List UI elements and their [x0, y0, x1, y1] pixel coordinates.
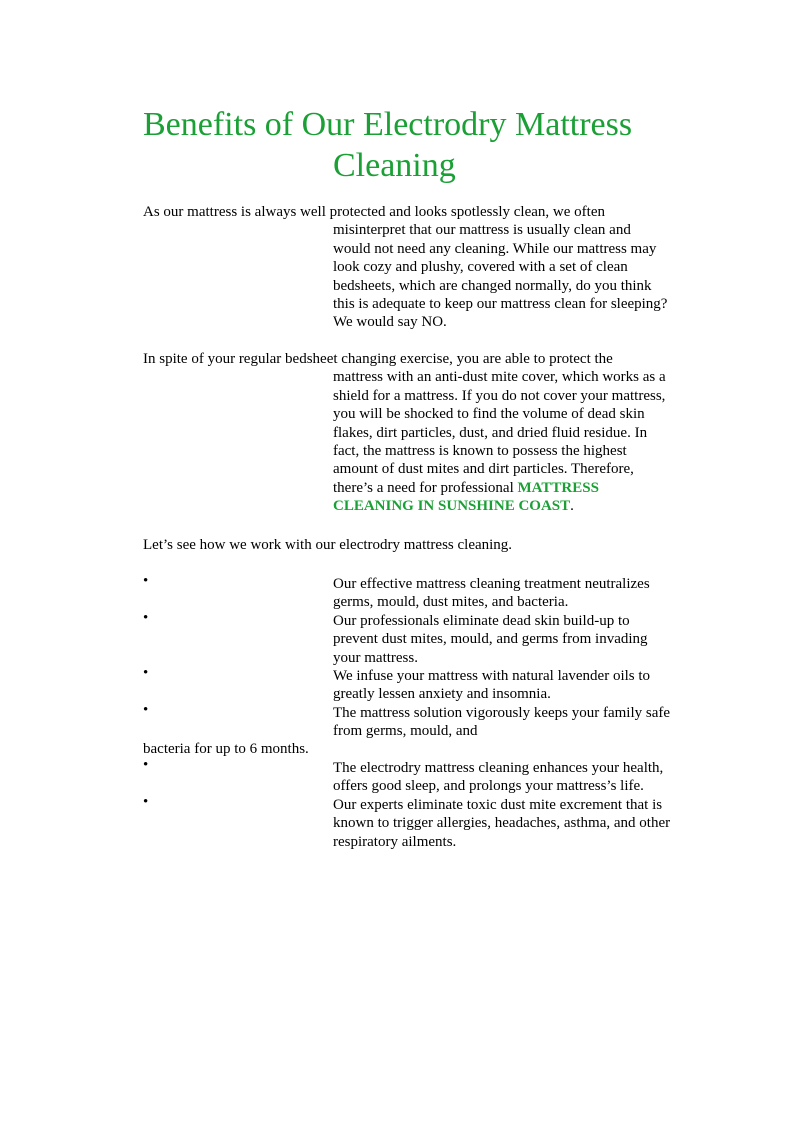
paragraph-line: bedsheets, which are changed normally, do you think: [333, 277, 652, 294]
paragraph-first-line: As our mattress is always well protected and looks spotlessly clean, we often: [143, 204, 605, 220]
paragraph-body: [143, 368, 698, 515]
paragraph-line: look cozy and plushy, covered with a set of clean: [333, 259, 628, 276]
paragraph-line: you will be shocked to find the volume of dead skin: [333, 406, 645, 423]
list-item-line: Our professionals eliminate dead skin build-up to: [333, 613, 630, 629]
paragraph-body: [143, 221, 698, 331]
paragraph-line: shield for a mattress. If you do not cover your mattress,: [333, 387, 666, 404]
paragraph-line-highlight: [333, 479, 698, 497]
bullet-icon: •: [143, 610, 149, 626]
highlight-link-part-1[interactable]: MATTRESS: [517, 479, 599, 496]
paragraph-first-line: In spite of your regular bedsheet changing exercise, you are able to protect the: [143, 351, 613, 367]
page-title: [143, 104, 663, 186]
list-item-line: Our effective mattress cleaning treatment neutralizes: [333, 576, 650, 592]
list-intro: Let’s see how we work with our electrodry mattress cleaning.: [143, 537, 513, 553]
list-item-text: [333, 612, 703, 667]
paragraph-line: flakes, dirt particles, dust, and dried fluid residue. In: [333, 424, 648, 441]
paragraph-line: misinterpret that our mattress is usually clean and: [333, 222, 631, 239]
bullet-icon: •: [143, 665, 149, 681]
list-item-line: Our experts eliminate toxic dust mite excrement that is: [333, 797, 663, 813]
list-item-line: We infuse your mattress with natural lavender oils to: [333, 668, 651, 684]
paragraph-line: this is adequate to keep our mattress clean for sleeping?: [333, 296, 668, 313]
pre-highlight-text: there’s a need for professional: [333, 479, 518, 496]
paragraph-line: amount of dust mites and dirt particles. Therefore,: [333, 461, 634, 478]
paragraph-line-highlight: [333, 497, 698, 515]
paragraph-protection: [143, 203, 698, 332]
bullet-icon: •: [143, 702, 149, 718]
title-line-1: Benefits of Our Electrodry Mattress: [143, 106, 633, 143]
list-item-line: your mattress.: [333, 649, 418, 666]
list-item-line: greatly lessen anxiety and insomnia.: [333, 686, 551, 703]
paragraph-line: mattress with an anti-dust mite cover, which works as a: [333, 369, 666, 386]
paragraph-line: We would say NO.: [333, 314, 447, 331]
list-item-overflow-line: bacteria for up to 6 months.: [143, 741, 309, 757]
list-item-text: [333, 667, 703, 704]
list-item-line: offers good sleep, and prolongs your mattress’s life.: [333, 778, 644, 795]
bullet-icon: •: [143, 757, 149, 773]
paragraph-line: fact, the mattress is known to possess the highest: [333, 443, 627, 460]
list-item-line: The electrodry mattress cleaning enhances your health,: [333, 760, 664, 776]
highlight-link-part-2[interactable]: CLEANING IN SUNSHINE COAST: [333, 498, 571, 515]
list-item-text: [333, 796, 703, 851]
paragraph-dust-mite-cover: [143, 350, 698, 516]
list-item-line: known to trigger allergies, headaches, asthma, and other: [333, 815, 671, 832]
list-item-line: germs, mould, dust mites, and bacteria.: [333, 594, 569, 611]
title-line-2: Cleaning: [333, 147, 456, 184]
list-item-text: [333, 575, 703, 612]
paragraph-line: would not need any cleaning. While our mattress may: [333, 240, 657, 257]
bullet-icon: •: [143, 794, 149, 810]
list-item-line: prevent dust mites, mould, and germs from invading: [333, 631, 648, 648]
list-item-text: [333, 759, 703, 796]
post-highlight-text: .: [570, 498, 574, 515]
list-item-text: [333, 704, 703, 741]
list-item-line: respiratory ailments.: [333, 833, 457, 850]
list-item-line: The mattress solution vigorously keeps your family safe: [333, 705, 671, 721]
list-item-line: from germs, mould, and: [333, 723, 478, 740]
bullet-icon: •: [143, 573, 149, 589]
